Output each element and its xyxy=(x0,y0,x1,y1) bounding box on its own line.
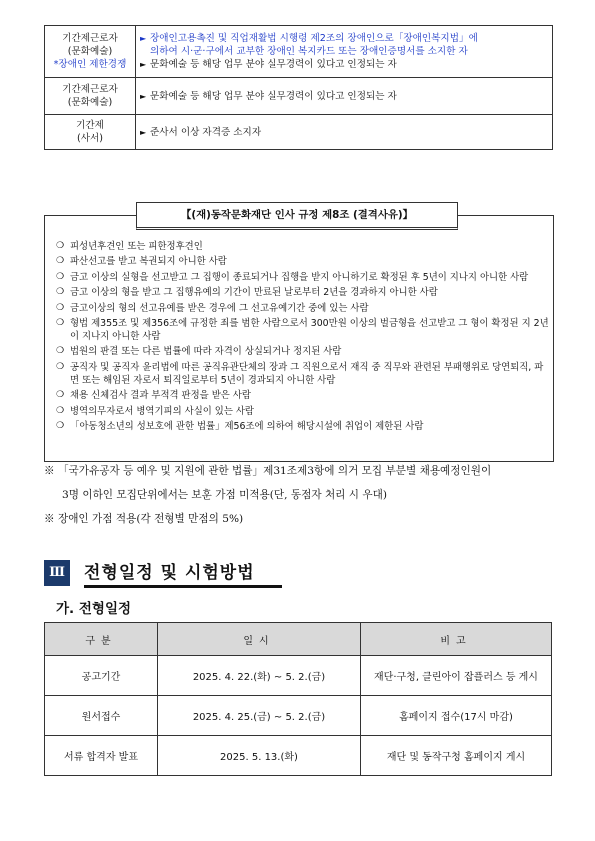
list-item: ❍ 피성년후견인 또는 피한정후견인 xyxy=(56,241,203,252)
box-title: 【(재)동작문화재단 인사 규정 제8조 (결격사유)】 xyxy=(136,202,458,230)
qual-line: ► 장애인고용촉진 및 직업재활법 시행령 제2조의 장애인으로「장애인복지법」에 xyxy=(140,33,478,44)
circle-bullet-icon: ❍ xyxy=(56,361,65,372)
schedule-table xyxy=(44,622,552,776)
section-number: Ⅲ xyxy=(44,560,70,586)
subsection-title: 가. 전형일정 xyxy=(56,601,132,617)
section-title: 전형일정 및 시험방법 xyxy=(84,563,255,583)
list-item: ❍ 채용 신체검사 결과 부적격 판정을 받은 사람 xyxy=(56,390,251,402)
cell: 재단·구청, 클린아이 잡플러스 등 게시 xyxy=(361,656,552,696)
circle-bullet-icon: ❍ xyxy=(56,346,65,357)
qual-line: ► 준사서 이상 자격증 소지자 xyxy=(140,126,262,138)
qual-line-cont: 의하여 시·군·구에서 교부한 장애인 복지카드 또는 장애인증명서를 소지한 자 xyxy=(150,46,468,57)
col-header: 일시 xyxy=(158,623,361,656)
circle-bullet-icon: ❍ xyxy=(56,390,65,401)
circle-bullet-icon: ❍ xyxy=(56,317,65,328)
bullet-icon: ► xyxy=(140,127,147,137)
list-item: ❍ 형법 제355조 및 제356조에 규정한 죄를 범한 사람으로서 300만원 이상의 벌금형을 선고받고 그 형이 확정된 지 2년이 지나지 아니한 사람 xyxy=(56,317,549,342)
circle-bullet-icon: ❍ xyxy=(56,241,65,251)
list-item: ❍ 병역의무자로서 병역기피의 사실이 있는 사람 xyxy=(56,405,254,417)
section-underline xyxy=(84,585,282,588)
list-item: ❍ 금고 이상의 실형을 선고받고 그 집행이 종료되거나 집행을 받지 아니하기로 확정된 후 5년이 지나지 아니한 사람 xyxy=(56,271,529,283)
qual-line: ► 문화예술 등 해당 업무 분야 실무경력이 있다고 인정되는 자 xyxy=(140,59,397,70)
circle-bullet-icon: ❍ xyxy=(56,256,65,267)
list-item: ❍ 법원의 판결 또는 다른 법률에 따라 자격이 상실되거나 정지된 사람 xyxy=(56,346,342,358)
circle-bullet-icon: ❍ xyxy=(56,287,65,298)
qual-label-cell xyxy=(45,115,136,150)
table-header-row xyxy=(45,623,552,656)
table-row xyxy=(45,26,553,78)
list-item: ❍ 금고이상의 형의 선고유예를 받은 경우에 그 선고유예기간 중에 있는 사람 xyxy=(56,302,369,314)
circle-bullet-icon: ❍ xyxy=(56,302,65,313)
col-header: 비고 xyxy=(361,623,552,656)
qualification-table xyxy=(44,25,553,150)
cell: 2025. 4. 22.(화) ~ 5. 2.(금) xyxy=(158,656,361,696)
table-row xyxy=(45,736,552,776)
circle-bullet-icon: ❍ xyxy=(56,405,65,416)
bullet-icon: ► xyxy=(140,34,147,43)
qual-label: 기간제 xyxy=(76,120,104,131)
note-veterans-cont: 3명 이하인 모집단위에서는 보훈 가점 미적용(단, 동점자 처리 시 우대) xyxy=(62,489,387,501)
bullet-icon: ► xyxy=(140,60,147,69)
qual-label-cell xyxy=(45,78,136,115)
qual-desc-cell xyxy=(136,115,553,150)
qual-label-cell xyxy=(45,26,136,78)
qual-line: ► 문화예술 등 해당 업무 분야 실무경력이 있다고 인정되는 자 xyxy=(140,90,397,102)
qual-label-sub: (문화예술) xyxy=(67,46,113,57)
table-row xyxy=(45,78,553,115)
qual-label-note: *장애인 제한경쟁 xyxy=(53,59,127,70)
table-row xyxy=(45,696,552,736)
bullet-icon: ► xyxy=(140,91,147,101)
cell: 2025. 4. 25.(금) ~ 5. 2.(금) xyxy=(158,696,361,736)
list-item: ❍ 공직자 및 공직자 윤리법에 따른 공직유관단체의 장과 그 직원으로서 재직 중 직무와 관련된 부패행위로 당연퇴직, 파면 또는 해임된 자로서 퇴직일로부터 5년이 경과되지 아니한 사람 xyxy=(56,361,544,386)
col-header: 구분 xyxy=(45,623,158,656)
table-row xyxy=(45,115,553,150)
note-disabled: ※ 장애인 가점 적용(각 전형별 만점의 5%) xyxy=(44,513,244,525)
cell: 홈페이지 접수(17시 마감) xyxy=(361,696,552,736)
cell: 원서접수 xyxy=(45,696,158,736)
cell: 2025. 5. 13.(화) xyxy=(158,736,361,776)
qual-label: 기간제근로자 xyxy=(62,84,118,95)
qual-label-sub: (사서) xyxy=(76,133,104,144)
disqualification-list xyxy=(56,240,550,435)
table-row xyxy=(45,656,552,696)
cell: 재단 및 동작구청 홈페이지 게시 xyxy=(361,736,552,776)
circle-bullet-icon: ❍ xyxy=(56,271,65,282)
circle-bullet-icon: ❍ xyxy=(56,420,65,431)
qual-label-sub: (문화예술) xyxy=(67,97,113,108)
list-item: ❍ 파산선고를 받고 복권되지 아니한 사람 xyxy=(56,256,227,268)
note-veterans: ※ 「국가유공자 등 예우 및 지원에 관한 법률」제31조제3항에 의거 모집 부분별 채용예정인원이 xyxy=(44,465,492,477)
cell: 공고기간 xyxy=(45,656,158,696)
qual-desc-cell xyxy=(136,26,553,78)
list-item: ❍ 금고 이상의 형을 받고 그 집행유예의 기간이 만료된 날로부터 2년을 경과하지 아니한 사람 xyxy=(56,287,438,299)
list-item: ❍ 「아동청소년의 성보호에 관한 법률」제56조에 의하여 해당시설에 취업이 제한된 사람 xyxy=(56,420,424,432)
qual-label: 기간제근로자 xyxy=(62,33,118,44)
qual-desc-cell xyxy=(136,78,553,115)
cell: 서류 합격자 발표 xyxy=(45,736,158,776)
